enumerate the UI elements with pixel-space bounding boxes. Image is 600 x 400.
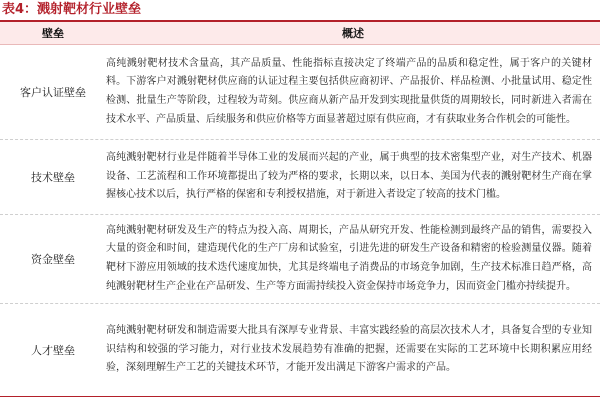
- row-label: 资金壁垒: [31, 253, 75, 266]
- table-row: [0, 215, 600, 304]
- row-text: 高纯溅射靶材技术含量高，其产品质量、性能指标直接决定了终端产品的品质和稳定性，属于客户的关键材料。下游客户对溅射靶材供应商的认证过程主要包括供应商初评、产品报价、样品检测、小批量试用、稳定性检测、批量生产等阶段，过程较为苛刻。供应商从新产品开发到实现批量供货的周期较长，同时新进入者需在技术水平、产品质量、后续服务和供应价格等方面显著超过原有供应商，才有获取业务合作机会的可能性。: [106, 57, 592, 125]
- table-caption: 表4：溅射靶材行业壁垒: [2, 2, 142, 17]
- barriers-table: [0, 22, 600, 397]
- row-text: 高纯溅射靶材行业是伴随着半导体工业的发展而兴起的产业，属于典型的技术密集型产业，对生产技术、机器设备、工艺流程和工作环境都提出了较为严格的要求，长期以来，以日本、美国为代表的溅射靶材生产商在掌握核心技术以后，执行严格的保密和专利授权措施，对于新进入者设定了较高的技术门槛。: [106, 151, 592, 201]
- row-text: 高纯溅射靶材研发及生产的特点为投入高、周期长，产品从研究开发、性能检测到最终产品的销售，需要投入大量的资金和时间，建造现代化的生产厂房和试验室，引进先进的研发生产设备和精密的检验测量仪器。随着靶材下游应用领域的技术迭代速度加快，尤其是终端电子消费品的市场竞争加剧，生产技术标准日趋严格，高纯溅射靶材生产企业在产品研发、生产等方面需持续投入资金保持市场竞争力，因而资金门槛亦持续提升。: [106, 224, 592, 292]
- table-row: [0, 140, 600, 215]
- row-label: 人才壁垒: [31, 344, 75, 357]
- header-barrier: 壁垒: [42, 27, 64, 40]
- row-label: 技术壁垒: [31, 171, 75, 184]
- table-row: [0, 45, 600, 140]
- row-label: 客户认证壁垒: [20, 86, 86, 99]
- table-header-row: [0, 22, 600, 45]
- header-overview: 概述: [342, 27, 364, 40]
- table-row: [0, 304, 600, 397]
- row-text: 高纯溅射靶材研发和制造需要大批具有深厚专业背景、丰富实践经验的高层次技术人才，具备复合型的专业知识结构和较强的学习能力，对行业技术发展趋势有准确的把握，还需要在实际的工艺环境中长期积累应用经验，深刻理解生产工艺的关键技术环节，才能开发出满足下游客户需求的产品。: [106, 324, 592, 374]
